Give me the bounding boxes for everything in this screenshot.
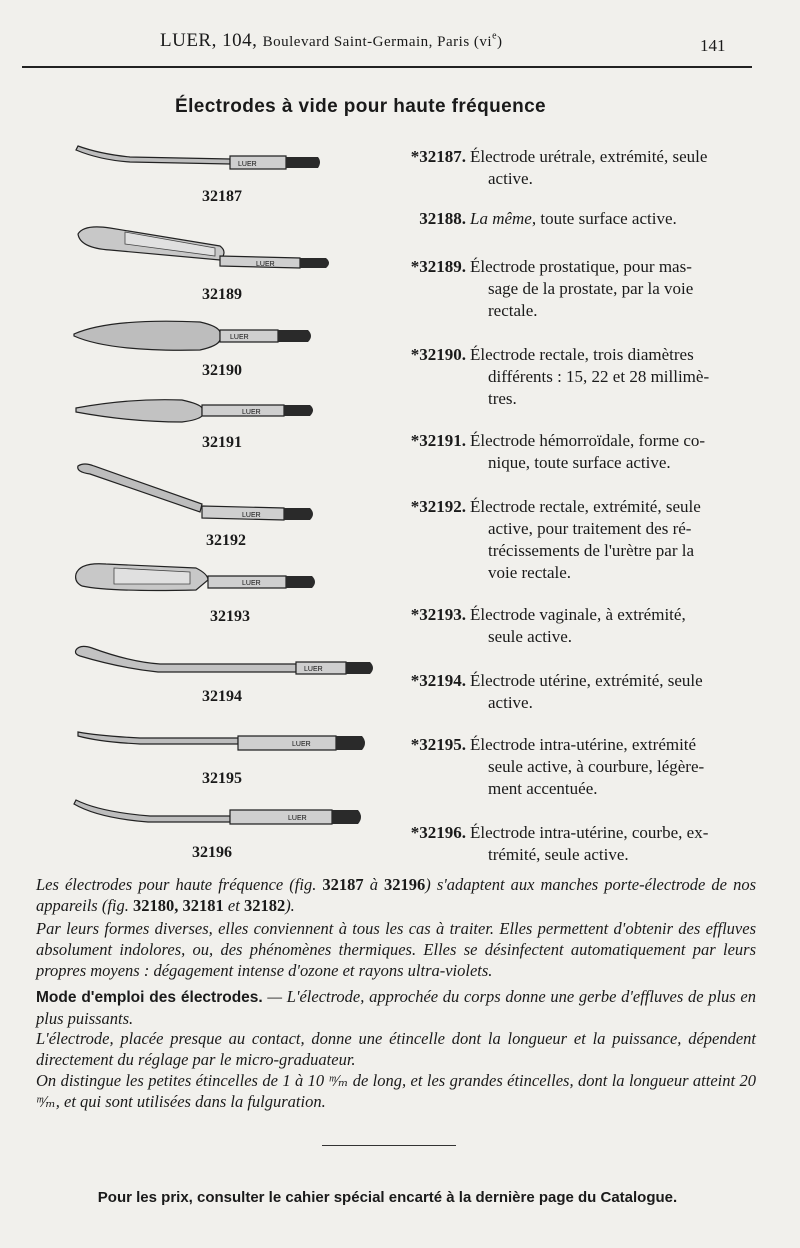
item-desc-line: Électrode rectale, trois diamètres bbox=[470, 345, 694, 364]
item-desc-line: Électrode rectale, extrémité, seule bbox=[470, 497, 701, 516]
para-text: et bbox=[223, 896, 244, 915]
item-desc-line: active. bbox=[488, 169, 533, 188]
item-number: *32191. bbox=[410, 431, 466, 450]
item-number: *32195. bbox=[410, 735, 466, 754]
figure-label: 32190 bbox=[202, 362, 242, 379]
item-number: *32193. bbox=[410, 605, 466, 624]
figure-32192-illustration bbox=[70, 462, 380, 524]
paragraph-adapters bbox=[36, 874, 756, 916]
handle-stamp: LUER bbox=[238, 161, 257, 168]
figure-label: 32192 bbox=[206, 532, 246, 549]
figure-32195-illustration bbox=[70, 724, 380, 754]
item-number: *32196. bbox=[410, 823, 466, 842]
fig-ref: 32187 bbox=[322, 875, 364, 894]
figure-32189-illustration bbox=[70, 222, 380, 270]
item-desc-line: seule active, à courbure, légère- bbox=[488, 757, 705, 776]
item-desc-line: Électrode utérine, extrémité, seule bbox=[470, 671, 703, 690]
para-text: à bbox=[363, 875, 385, 894]
handle-stamp: LUER bbox=[230, 334, 249, 341]
paragraph-mode-emploi bbox=[36, 986, 756, 1029]
item-desc-line: seule active. bbox=[488, 627, 573, 646]
item-number: 32188. bbox=[419, 209, 466, 228]
figure-label: 32191 bbox=[202, 434, 242, 451]
running-head-close: ) bbox=[497, 34, 503, 50]
running-head bbox=[160, 30, 503, 52]
paragraph-sparks: On distingue les petites étincelles de 1 à 10 ᵐ⁄ₘ de long, et les grandes étincelles, dont la longueur atteint 20 ᵐ⁄ₘ, et qui sont utilisées dans la fulguration. bbox=[36, 1071, 756, 1111]
item-desc-line: nique, toute surface active. bbox=[488, 453, 671, 472]
running-head-publisher: LUER, 104, bbox=[160, 30, 263, 51]
page-header bbox=[0, 30, 800, 70]
figure-32190-illustration bbox=[70, 318, 380, 354]
handle-stamp: LUER bbox=[242, 512, 261, 519]
item-desc-line: Électrode intra-utérine, courbe, ex- bbox=[470, 823, 709, 842]
item-desc-line: Électrode urétrale, extrémité, seule bbox=[470, 147, 708, 166]
handle-stamp: LUER bbox=[256, 261, 275, 268]
figure-label: 32187 bbox=[202, 188, 242, 205]
figure-32194-illustration bbox=[70, 640, 380, 680]
item-desc-line: Électrode intra-utérine, extrémité bbox=[470, 735, 697, 754]
para-text: Les électrodes pour haute fréquence (fig. bbox=[36, 875, 323, 894]
section-rule bbox=[322, 1145, 456, 1146]
figure-label: 32196 bbox=[192, 844, 232, 861]
item-desc-line: différents : 15, 22 et 28 millimè- bbox=[488, 367, 710, 386]
item-desc-line: Électrode prostatique, pour mas- bbox=[470, 257, 692, 276]
mode-emploi-title: Mode d'emploi des électrodes. bbox=[36, 989, 263, 1006]
running-head-sup: e bbox=[492, 30, 498, 42]
item-number: *32187. bbox=[410, 147, 466, 166]
section-title: Électrodes à vide pour haute fréquence bbox=[175, 96, 547, 117]
handle-stamp: LUER bbox=[242, 409, 261, 416]
figure-label: 32193 bbox=[210, 608, 250, 625]
page-number: 141 bbox=[700, 36, 726, 55]
figure-32193-illustration bbox=[70, 560, 380, 596]
figure-label: 32189 bbox=[202, 286, 242, 303]
paragraph-contact: L'électrode, placée presque au contact, donne une étincelle dont la longueur et la puissance, dépendent directement du réglage par le micro-graduateur. bbox=[36, 1029, 756, 1069]
item-desc-line: voie rectale. bbox=[488, 563, 572, 582]
para-text: ) s'adaptent aux manches porte-électrode de nos appareils (fig. bbox=[36, 875, 756, 915]
price-footer: Pour les prix, consulter le cahier spécial encarté à la dernière page du Catalogue. bbox=[97, 1189, 678, 1206]
item-desc-line: tres. bbox=[488, 389, 517, 408]
item-desc-line: Électrode hémorroïdale, forme co- bbox=[470, 431, 706, 450]
fig-ref: 32180, 32181 bbox=[133, 896, 224, 915]
item-desc-line: active, pour traitement des ré- bbox=[488, 519, 692, 538]
figure-label: 32194 bbox=[202, 688, 242, 705]
paragraph-forms: Par leurs formes diverses, elles conviennent à tous les cas à traiter. Elles permettent d'obtenir des effluves absolument indolores, ou, des phénomènes thermiques. Elles se désinfectent automatiquement par leurs propres moyens : dégagement intense d'ozone et rayons ultra-violets. bbox=[36, 919, 756, 980]
item-number: *32189. bbox=[410, 257, 466, 276]
item-number: *32194. bbox=[410, 671, 466, 690]
item-desc-line: active. bbox=[488, 693, 533, 712]
item-number: *32192. bbox=[410, 497, 466, 516]
item-desc-line: Électrode vaginale, à extrémité, bbox=[470, 605, 686, 624]
item-desc-line: ment accentuée. bbox=[488, 779, 598, 798]
handle-stamp: LUER bbox=[288, 815, 307, 822]
item-desc-line: rectale. bbox=[488, 301, 538, 320]
item-desc-line: trémité, seule active. bbox=[488, 845, 629, 864]
item-desc-line: , toute surface active. bbox=[531, 209, 677, 228]
figure-32191-illustration bbox=[70, 396, 380, 426]
header-rule bbox=[22, 66, 752, 68]
figure-32196-illustration bbox=[70, 796, 380, 830]
item-number: *32190. bbox=[410, 345, 466, 364]
running-head-address: Boulevard Saint-Germain, Paris (vi bbox=[262, 34, 493, 50]
fig-ref: 32196 bbox=[384, 875, 426, 894]
handle-stamp: LUER bbox=[292, 741, 311, 748]
item-desc-italic: La même bbox=[470, 209, 532, 228]
figure-32187-illustration bbox=[70, 142, 380, 172]
handle-stamp: LUER bbox=[304, 666, 323, 673]
item-desc-line: sage de la prostate, par la voie bbox=[488, 279, 694, 298]
handle-stamp: LUER bbox=[242, 580, 261, 587]
fig-ref: 32182 bbox=[243, 896, 286, 915]
item-desc-line: trécissements de l'urètre par la bbox=[488, 541, 695, 560]
figure-label: 32195 bbox=[202, 770, 242, 787]
para-text: — L'électrode, approchée du corps donne une gerbe d'effluves de plus en plus puissants. bbox=[36, 987, 756, 1028]
para-text: ). bbox=[285, 896, 295, 915]
